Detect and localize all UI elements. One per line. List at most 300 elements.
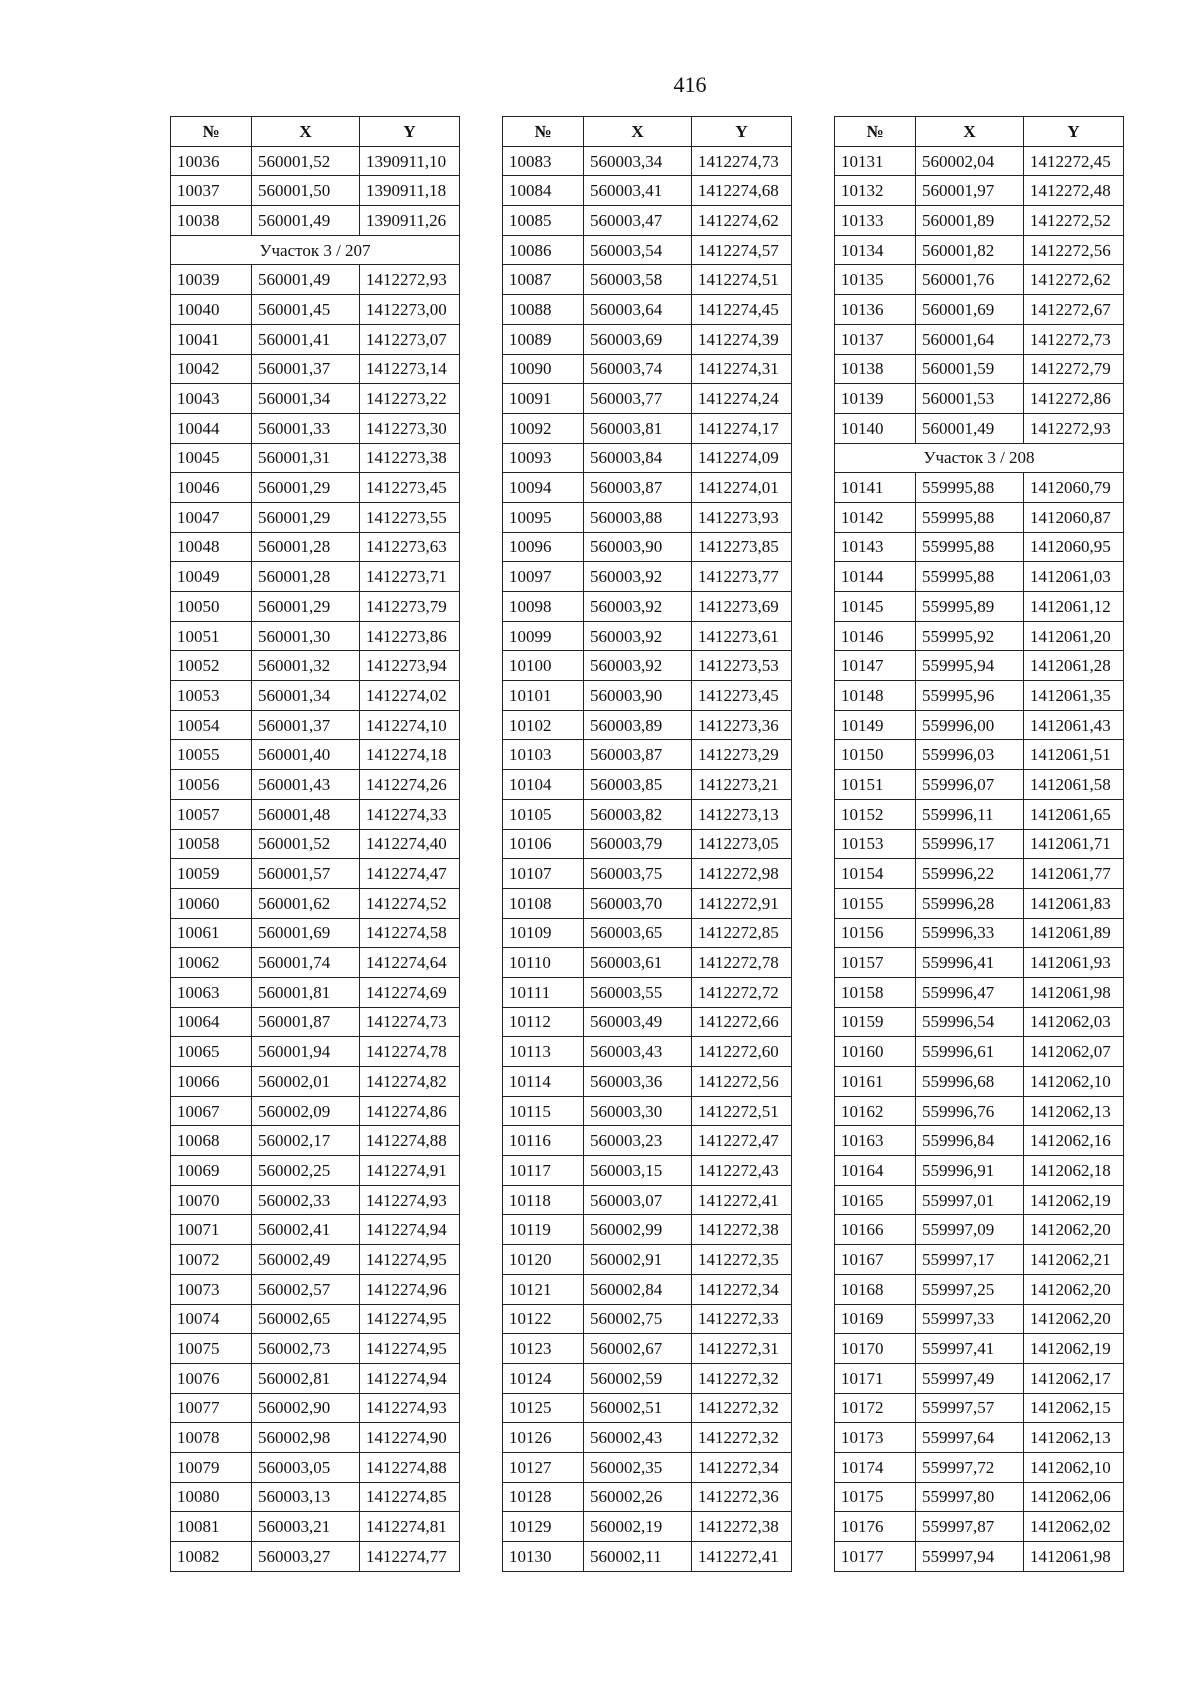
x-coordinate-cell: 560003,75 [584, 859, 692, 889]
x-coordinate-cell: 560002,09 [252, 1096, 360, 1126]
x-coordinate-cell: 559996,00 [916, 710, 1024, 740]
table-row [503, 1512, 792, 1542]
x-coordinate-cell: 560003,74 [584, 354, 692, 384]
table-row [503, 1363, 792, 1393]
table-row [835, 1363, 1124, 1393]
point-number-cell: 10170 [835, 1334, 916, 1364]
x-coordinate-cell: 559995,89 [916, 592, 1024, 622]
section-header-row [171, 235, 460, 265]
table-row [171, 1096, 460, 1126]
point-number-cell: 10163 [835, 1126, 916, 1156]
point-number-cell: 10064 [171, 1007, 252, 1037]
table-row [503, 1393, 792, 1423]
point-number-cell: 10158 [835, 977, 916, 1007]
x-coordinate-cell: 560001,52 [252, 829, 360, 859]
table-row [503, 1482, 792, 1512]
y-coordinate-cell: 1412273,53 [692, 651, 792, 681]
y-coordinate-cell: 1412272,67 [1024, 295, 1124, 325]
x-coordinate-cell: 560001,89 [916, 206, 1024, 236]
y-coordinate-cell: 1412274,58 [360, 918, 460, 948]
table-row [171, 473, 460, 503]
point-number-cell: 10141 [835, 473, 916, 503]
y-coordinate-cell: 1412274,77 [360, 1542, 460, 1572]
y-coordinate-cell: 1412274,95 [360, 1245, 460, 1275]
x-coordinate-cell: 560001,52 [252, 146, 360, 176]
table-row [503, 532, 792, 562]
point-number-cell: 10090 [503, 354, 584, 384]
x-coordinate-cell: 560001,41 [252, 324, 360, 354]
point-number-cell: 10080 [171, 1482, 252, 1512]
y-coordinate-cell: 1412273,94 [360, 651, 460, 681]
point-number-cell: 10111 [503, 977, 584, 1007]
table-row [171, 176, 460, 206]
y-coordinate-cell: 1412273,61 [692, 621, 792, 651]
y-coordinate-cell: 1412274,64 [360, 948, 460, 978]
x-coordinate-cell: 560002,17 [252, 1126, 360, 1156]
table-row [503, 1542, 792, 1572]
y-coordinate-cell: 1412274,31 [692, 354, 792, 384]
y-coordinate-cell: 1412272,34 [692, 1274, 792, 1304]
x-coordinate-cell: 559997,57 [916, 1393, 1024, 1423]
y-coordinate-cell: 1412273,85 [692, 532, 792, 562]
y-coordinate-cell: 1412274,26 [360, 770, 460, 800]
x-coordinate-cell: 560001,49 [252, 265, 360, 295]
x-coordinate-cell: 560003,81 [584, 413, 692, 443]
table-row [171, 1274, 460, 1304]
y-coordinate-cell: 1412273,55 [360, 502, 460, 532]
y-coordinate-cell: 1412272,47 [692, 1126, 792, 1156]
table-row [503, 1096, 792, 1126]
point-number-cell: 10099 [503, 621, 584, 651]
x-coordinate-cell: 560002,91 [584, 1245, 692, 1275]
table-row [503, 443, 792, 473]
x-coordinate-cell: 560002,81 [252, 1363, 360, 1393]
point-number-cell: 10137 [835, 324, 916, 354]
point-number-cell: 10171 [835, 1363, 916, 1393]
point-number-cell: 10085 [503, 206, 584, 236]
table-row [503, 1037, 792, 1067]
x-coordinate-cell: 560003,47 [584, 206, 692, 236]
table-row [171, 1452, 460, 1482]
x-coordinate-cell: 560002,33 [252, 1185, 360, 1215]
x-coordinate-cell: 560001,37 [252, 710, 360, 740]
point-number-cell: 10062 [171, 948, 252, 978]
point-number-cell: 10103 [503, 740, 584, 770]
point-number-cell: 10167 [835, 1245, 916, 1275]
x-coordinate-cell: 560003,61 [584, 948, 692, 978]
table-row [171, 710, 460, 740]
table-row [171, 888, 460, 918]
point-number-cell: 10055 [171, 740, 252, 770]
point-number-cell: 10073 [171, 1274, 252, 1304]
x-coordinate-cell: 559996,61 [916, 1037, 1024, 1067]
x-coordinate-cell: 559995,88 [916, 532, 1024, 562]
point-number-cell: 10126 [503, 1423, 584, 1453]
point-number-cell: 10086 [503, 235, 584, 265]
point-number-cell: 10172 [835, 1393, 916, 1423]
x-coordinate-cell: 560003,92 [584, 651, 692, 681]
x-coordinate-cell: 560001,62 [252, 888, 360, 918]
point-number-cell: 10114 [503, 1067, 584, 1097]
table-row [503, 502, 792, 532]
point-number-cell: 10165 [835, 1185, 916, 1215]
y-coordinate-cell: 1412272,31 [692, 1334, 792, 1364]
y-coordinate-cell: 1412062,18 [1024, 1156, 1124, 1186]
point-number-cell: 10061 [171, 918, 252, 948]
table-row [503, 1334, 792, 1364]
header-x: X [252, 117, 360, 147]
table-row [835, 1542, 1124, 1572]
x-coordinate-cell: 560002,84 [584, 1274, 692, 1304]
point-number-cell: 10132 [835, 176, 916, 206]
x-coordinate-cell: 560001,82 [916, 235, 1024, 265]
point-number-cell: 10150 [835, 740, 916, 770]
y-coordinate-cell: 1412272,56 [1024, 235, 1124, 265]
table-row [835, 621, 1124, 651]
table-header-row [503, 117, 792, 147]
point-number-cell: 10147 [835, 651, 916, 681]
y-coordinate-cell: 1412274,73 [360, 1007, 460, 1037]
y-coordinate-cell: 1412274,45 [692, 295, 792, 325]
x-coordinate-cell: 560002,41 [252, 1215, 360, 1245]
y-coordinate-cell: 1412272,32 [692, 1393, 792, 1423]
y-coordinate-cell: 1412274,33 [360, 799, 460, 829]
table-row [835, 1096, 1124, 1126]
y-coordinate-cell: 1412061,89 [1024, 918, 1124, 948]
y-coordinate-cell: 1412274,88 [360, 1126, 460, 1156]
coordinate-table-1 [170, 116, 460, 1572]
point-number-cell: 10148 [835, 681, 916, 711]
y-coordinate-cell: 1412273,14 [360, 354, 460, 384]
y-coordinate-cell: 1412060,87 [1024, 502, 1124, 532]
table-row [835, 562, 1124, 592]
point-number-cell: 10078 [171, 1423, 252, 1453]
table-row [835, 1334, 1124, 1364]
point-number-cell: 10119 [503, 1215, 584, 1245]
table-row [171, 1363, 460, 1393]
y-coordinate-cell: 1390911,18 [360, 176, 460, 206]
x-coordinate-cell: 560003,69 [584, 324, 692, 354]
y-coordinate-cell: 1412273,38 [360, 443, 460, 473]
x-coordinate-cell: 560003,30 [584, 1096, 692, 1126]
point-number-cell: 10096 [503, 532, 584, 562]
point-number-cell: 10066 [171, 1067, 252, 1097]
table-row [503, 859, 792, 889]
table-row [835, 532, 1124, 562]
x-coordinate-cell: 560003,27 [252, 1542, 360, 1572]
x-coordinate-cell: 559997,80 [916, 1482, 1024, 1512]
y-coordinate-cell: 1412274,85 [360, 1482, 460, 1512]
x-coordinate-cell: 560002,90 [252, 1393, 360, 1423]
point-number-cell: 10071 [171, 1215, 252, 1245]
y-coordinate-cell: 1412061,03 [1024, 562, 1124, 592]
table-row [835, 977, 1124, 1007]
y-coordinate-cell: 1412273,21 [692, 770, 792, 800]
table-row [835, 206, 1124, 236]
table-row [503, 235, 792, 265]
point-number-cell: 10056 [171, 770, 252, 800]
point-number-cell: 10118 [503, 1185, 584, 1215]
point-number-cell: 10069 [171, 1156, 252, 1186]
table-row [835, 1423, 1124, 1453]
y-coordinate-cell: 1412274,88 [360, 1452, 460, 1482]
y-coordinate-cell: 1412272,52 [1024, 206, 1124, 236]
y-coordinate-cell: 1412274,81 [360, 1512, 460, 1542]
y-coordinate-cell: 1412274,24 [692, 384, 792, 414]
y-coordinate-cell: 1412062,06 [1024, 1482, 1124, 1512]
point-number-cell: 10063 [171, 977, 252, 1007]
table-row [503, 770, 792, 800]
point-number-cell: 10039 [171, 265, 252, 295]
point-number-cell: 10081 [171, 1512, 252, 1542]
table-row [171, 562, 460, 592]
x-coordinate-cell: 560001,74 [252, 948, 360, 978]
table-row [503, 1126, 792, 1156]
x-coordinate-cell: 560001,29 [252, 592, 360, 622]
y-coordinate-cell: 1412273,22 [360, 384, 460, 414]
point-number-cell: 10122 [503, 1304, 584, 1334]
y-coordinate-cell: 1412272,56 [692, 1067, 792, 1097]
table-row [503, 354, 792, 384]
x-coordinate-cell: 560001,37 [252, 354, 360, 384]
y-coordinate-cell: 1412273,45 [360, 473, 460, 503]
x-coordinate-cell: 560001,81 [252, 977, 360, 1007]
y-coordinate-cell: 1412061,98 [1024, 977, 1124, 1007]
table-row [171, 1215, 460, 1245]
table-row [835, 354, 1124, 384]
x-coordinate-cell: 559995,96 [916, 681, 1024, 711]
point-number-cell: 10106 [503, 829, 584, 859]
y-coordinate-cell: 1412274,39 [692, 324, 792, 354]
x-coordinate-cell: 560003,55 [584, 977, 692, 1007]
y-coordinate-cell: 1412060,79 [1024, 473, 1124, 503]
x-coordinate-cell: 559996,28 [916, 888, 1024, 918]
y-coordinate-cell: 1412060,95 [1024, 532, 1124, 562]
x-coordinate-cell: 560002,26 [584, 1482, 692, 1512]
x-coordinate-cell: 560001,94 [252, 1037, 360, 1067]
point-number-cell: 10173 [835, 1423, 916, 1453]
table-row [503, 1304, 792, 1334]
point-number-cell: 10038 [171, 206, 252, 236]
point-number-cell: 10058 [171, 829, 252, 859]
point-number-cell: 10070 [171, 1185, 252, 1215]
table-row [171, 681, 460, 711]
point-number-cell: 10164 [835, 1156, 916, 1186]
table-row [503, 799, 792, 829]
point-number-cell: 10095 [503, 502, 584, 532]
point-number-cell: 10157 [835, 948, 916, 978]
point-number-cell: 10115 [503, 1096, 584, 1126]
table-row [503, 324, 792, 354]
section-label: Участок 3 / 208 [835, 443, 1124, 473]
table-row [171, 1245, 460, 1275]
point-number-cell: 10050 [171, 592, 252, 622]
header-number: № [835, 117, 916, 147]
y-coordinate-cell: 1412273,36 [692, 710, 792, 740]
y-coordinate-cell: 1412274,82 [360, 1067, 460, 1097]
table-row [171, 740, 460, 770]
table-row [503, 681, 792, 711]
y-coordinate-cell: 1390911,10 [360, 146, 460, 176]
y-coordinate-cell: 1412272,62 [1024, 265, 1124, 295]
point-number-cell: 10084 [503, 176, 584, 206]
table-row [835, 473, 1124, 503]
point-number-cell: 10044 [171, 413, 252, 443]
x-coordinate-cell: 560001,34 [252, 384, 360, 414]
point-number-cell: 10082 [171, 1542, 252, 1572]
point-number-cell: 10107 [503, 859, 584, 889]
point-number-cell: 10068 [171, 1126, 252, 1156]
x-coordinate-cell: 559995,94 [916, 651, 1024, 681]
x-coordinate-cell: 560002,01 [252, 1067, 360, 1097]
y-coordinate-cell: 1412272,60 [692, 1037, 792, 1067]
point-number-cell: 10134 [835, 235, 916, 265]
y-coordinate-cell: 1412274,51 [692, 265, 792, 295]
y-coordinate-cell: 1412272,72 [692, 977, 792, 1007]
table-row [835, 888, 1124, 918]
table-row [171, 1067, 460, 1097]
table-row [835, 918, 1124, 948]
x-coordinate-cell: 559996,47 [916, 977, 1024, 1007]
x-coordinate-cell: 560003,89 [584, 710, 692, 740]
point-number-cell: 10091 [503, 384, 584, 414]
table-row [171, 384, 460, 414]
x-coordinate-cell: 560001,33 [252, 413, 360, 443]
x-coordinate-cell: 560003,85 [584, 770, 692, 800]
header-y: Y [1024, 117, 1124, 147]
point-number-cell: 10110 [503, 948, 584, 978]
point-number-cell: 10138 [835, 354, 916, 384]
y-coordinate-cell: 1412274,94 [360, 1363, 460, 1393]
table-row [503, 1245, 792, 1275]
y-coordinate-cell: 1412274,93 [360, 1185, 460, 1215]
x-coordinate-cell: 560001,69 [916, 295, 1024, 325]
x-coordinate-cell: 559996,76 [916, 1096, 1024, 1126]
x-coordinate-cell: 560001,40 [252, 740, 360, 770]
point-number-cell: 10124 [503, 1363, 584, 1393]
table-row [503, 473, 792, 503]
x-coordinate-cell: 560001,76 [916, 265, 1024, 295]
y-coordinate-cell: 1412062,20 [1024, 1304, 1124, 1334]
table-row [835, 1185, 1124, 1215]
table-row [503, 1423, 792, 1453]
x-coordinate-cell: 560003,70 [584, 888, 692, 918]
x-coordinate-cell: 559995,92 [916, 621, 1024, 651]
table-row [503, 1007, 792, 1037]
point-number-cell: 10155 [835, 888, 916, 918]
point-number-cell: 10046 [171, 473, 252, 503]
point-number-cell: 10036 [171, 146, 252, 176]
table-row [835, 1067, 1124, 1097]
point-number-cell: 10176 [835, 1512, 916, 1542]
point-number-cell: 10094 [503, 473, 584, 503]
y-coordinate-cell: 1412061,83 [1024, 888, 1124, 918]
point-number-cell: 10145 [835, 592, 916, 622]
x-coordinate-cell: 560003,43 [584, 1037, 692, 1067]
y-coordinate-cell: 1412272,66 [692, 1007, 792, 1037]
x-coordinate-cell: 560001,50 [252, 176, 360, 206]
x-coordinate-cell: 559996,91 [916, 1156, 1024, 1186]
x-coordinate-cell: 560003,54 [584, 235, 692, 265]
x-coordinate-cell: 560003,65 [584, 918, 692, 948]
point-number-cell: 10097 [503, 562, 584, 592]
x-coordinate-cell: 560002,65 [252, 1304, 360, 1334]
x-coordinate-cell: 560003,15 [584, 1156, 692, 1186]
table-row [835, 710, 1124, 740]
y-coordinate-cell: 1412273,69 [692, 592, 792, 622]
table-row [171, 651, 460, 681]
x-coordinate-cell: 559997,25 [916, 1274, 1024, 1304]
x-coordinate-cell: 560003,58 [584, 265, 692, 295]
table-row [171, 1185, 460, 1215]
y-coordinate-cell: 1412273,79 [360, 592, 460, 622]
table-row [835, 1452, 1124, 1482]
x-coordinate-cell: 559997,01 [916, 1185, 1024, 1215]
point-number-cell: 10151 [835, 770, 916, 800]
y-coordinate-cell: 1412274,18 [360, 740, 460, 770]
header-y: Y [692, 117, 792, 147]
x-coordinate-cell: 559997,94 [916, 1542, 1024, 1572]
point-number-cell: 10112 [503, 1007, 584, 1037]
x-coordinate-cell: 560002,19 [584, 1512, 692, 1542]
y-coordinate-cell: 1412272,38 [692, 1512, 792, 1542]
table-row [171, 265, 460, 295]
y-coordinate-cell: 1412272,34 [692, 1452, 792, 1482]
y-coordinate-cell: 1412274,10 [360, 710, 460, 740]
x-coordinate-cell: 559995,88 [916, 502, 1024, 532]
point-number-cell: 10065 [171, 1037, 252, 1067]
table-row [835, 1156, 1124, 1186]
x-coordinate-cell: 559997,41 [916, 1334, 1024, 1364]
point-number-cell: 10092 [503, 413, 584, 443]
x-coordinate-cell: 559997,72 [916, 1452, 1024, 1482]
y-coordinate-cell: 1412274,96 [360, 1274, 460, 1304]
x-coordinate-cell: 560003,77 [584, 384, 692, 414]
table-header-row [171, 117, 460, 147]
y-coordinate-cell: 1412062,03 [1024, 1007, 1124, 1037]
y-coordinate-cell: 1412061,43 [1024, 710, 1124, 740]
y-coordinate-cell: 1412273,13 [692, 799, 792, 829]
x-coordinate-cell: 560003,84 [584, 443, 692, 473]
point-number-cell: 10125 [503, 1393, 584, 1423]
table-row [171, 799, 460, 829]
y-coordinate-cell: 1412272,86 [1024, 384, 1124, 414]
y-coordinate-cell: 1412272,93 [360, 265, 460, 295]
y-coordinate-cell: 1412062,19 [1024, 1185, 1124, 1215]
point-number-cell: 10116 [503, 1126, 584, 1156]
y-coordinate-cell: 1412061,28 [1024, 651, 1124, 681]
x-coordinate-cell: 560003,49 [584, 1007, 692, 1037]
point-number-cell: 10100 [503, 651, 584, 681]
y-coordinate-cell: 1412274,93 [360, 1393, 460, 1423]
x-coordinate-cell: 560002,75 [584, 1304, 692, 1334]
point-number-cell: 10146 [835, 621, 916, 651]
point-number-cell: 10041 [171, 324, 252, 354]
point-number-cell: 10168 [835, 1274, 916, 1304]
header-number: № [171, 117, 252, 147]
x-coordinate-cell: 559996,22 [916, 859, 1024, 889]
y-coordinate-cell: 1412272,73 [1024, 324, 1124, 354]
point-number-cell: 10152 [835, 799, 916, 829]
table-row [835, 799, 1124, 829]
x-coordinate-cell: 560003,07 [584, 1185, 692, 1215]
y-coordinate-cell: 1412272,45 [1024, 146, 1124, 176]
point-number-cell: 10131 [835, 146, 916, 176]
table-row [171, 1423, 460, 1453]
y-coordinate-cell: 1412273,30 [360, 413, 460, 443]
point-number-cell: 10143 [835, 532, 916, 562]
table-row [835, 295, 1124, 325]
